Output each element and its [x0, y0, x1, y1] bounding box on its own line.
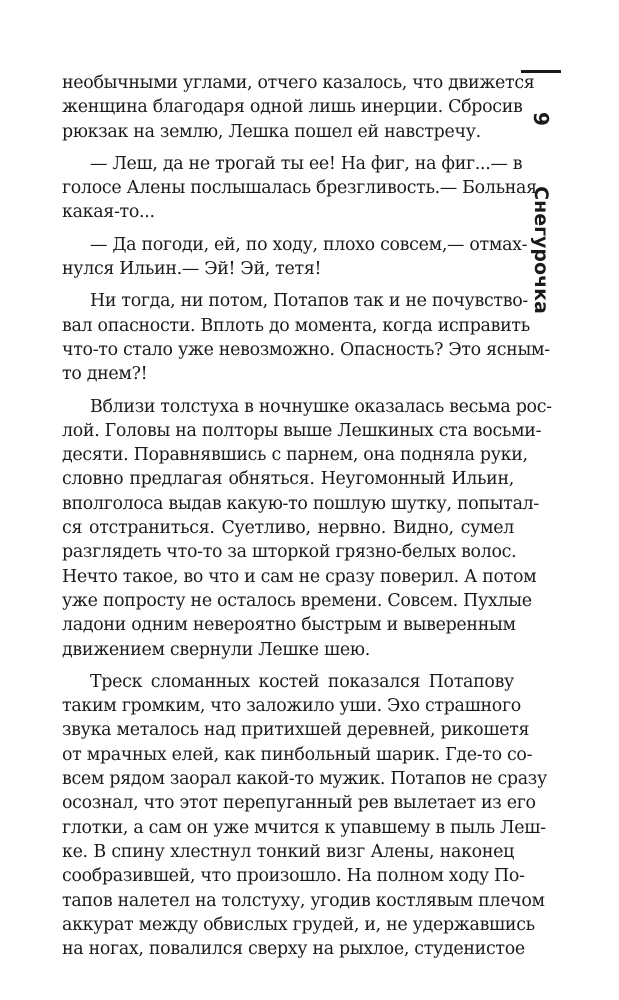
text-line: — Да погоди, ей, по ходу, плохо совсем,— отмах- — [90, 234, 528, 255]
text-line: голосе Алены послышалась брезгливость.— Больная — [62, 178, 537, 199]
text-line: ке. В спину хлестнул тонкий визг Алены, наконец — [62, 841, 514, 862]
text-line: Треск сломанных костей показался Потапову — [90, 671, 514, 692]
text-line: глотки, а сам он уже мчится к упавшему в пыль Леш- — [62, 817, 546, 838]
book-title: Снегурочка — [530, 186, 552, 314]
text-line: разглядеть что-то за шторкой грязно-белых волос. — [62, 542, 517, 563]
text-line: рюкзак на землю, Лешка пошел ей навстречу. — [62, 121, 481, 142]
text-line: вполголоса выдав какую-то пошлую шутку, попытал- — [62, 493, 539, 514]
text-line: уже попросту не осталось времени. Совсем. Пухлые — [62, 590, 532, 611]
text-line: всем рядом заорал какой-то мужик. Потапов не сразу — [62, 769, 547, 790]
text-line: таким громким, что заложило уши. Эхо страшного — [62, 696, 521, 717]
text-line: ся отстраниться. Суетливо, нервно. Видно, сумел — [62, 518, 514, 539]
text-line: тапов налетел на толстуху, угодив костлявым плечом — [62, 890, 545, 911]
text-line: — Леш, да не трогай ты ее! На фиг, на фиг...— в — [90, 153, 523, 174]
text-line: движением свернули Лешке шею. — [62, 639, 370, 660]
text-line: от мрачных елей, как пинбольный шарик. Где-то со- — [62, 744, 533, 765]
text-line: женщина благодаря одной лишь инерции. Сбросив — [62, 97, 523, 118]
text-line: звука металось над притихшей деревней, рикошетя — [62, 720, 530, 741]
text-line: на ногах, повалился сверху на рыхлое, студенистое — [62, 939, 525, 960]
page-number: 9 — [529, 112, 553, 126]
text-line: Ни тогда, ни потом, Потапов так и не почувство- — [90, 291, 528, 312]
text-line: Вблизи толстуха в ночнушке оказалась весьма рос- — [90, 396, 552, 417]
text-line: что-то стало уже невозможно. Опасность? Это ясным- — [62, 339, 550, 360]
text-line: аккурат между обвислых грудей, и, не удержавшись — [62, 914, 535, 935]
text-line: десяти. Поравнявшись с парнем, она подняла руки, — [62, 445, 528, 466]
text-line: то днем?! — [62, 364, 148, 385]
text-line: вал опасности. Вплоть до момента, когда исправить — [62, 315, 530, 336]
text-line: лой. Головы на полторы выше Лешкиных ста восьми- — [62, 420, 542, 441]
text-line: нулся Ильин.— Эй! Эй, тетя! — [62, 259, 322, 280]
text-line: осознал, что этот перепуганный рев вылетает из его — [62, 793, 536, 814]
text-line: какая-то... — [62, 202, 155, 223]
text-line: необычными углами, отчего казалось, что движется — [62, 73, 535, 93]
text-line: ладони одним невероятно быстрым и выверенным — [62, 615, 516, 636]
text-line: Нечто такое, во что и сам не сразу поверил. А потом — [62, 566, 537, 587]
text-line: словно предлагая обняться. Неугомонный Ильин, — [62, 469, 514, 490]
text-line: сообразившей, что произошло. На полном ходу По- — [62, 866, 525, 887]
